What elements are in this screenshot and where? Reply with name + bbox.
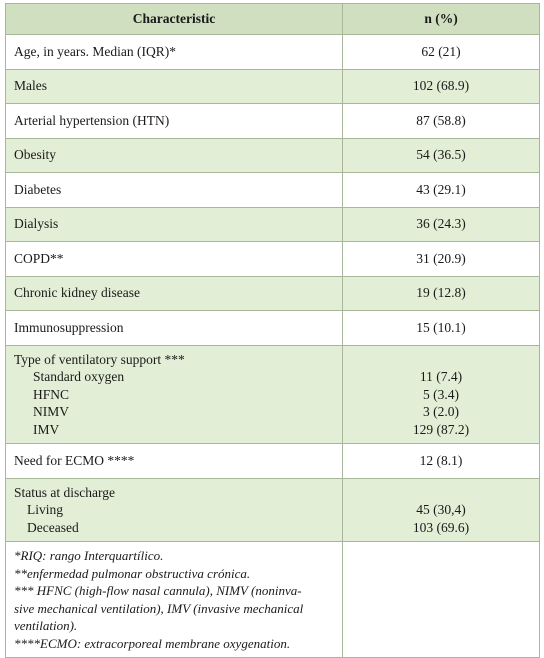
footnote-ecmo: ****ECMO: extracorporeal membrane oxygenation. <box>14 635 291 651</box>
vent-value-hfnc: 5 (3.4) <box>423 386 459 402</box>
vent-value-imv: 129 (87.2) <box>412 421 470 437</box>
header-characteristic: Characteristic <box>6 4 343 35</box>
table-row <box>6 104 540 139</box>
row-label-ecmo: Need for ECMO **** <box>6 444 343 479</box>
discharge-values <box>343 478 540 542</box>
row-label-htn: Arterial hypertension (HTN) <box>6 104 343 139</box>
vent-label-nimv: NIMV <box>33 404 69 419</box>
vent-label-imv: IMV <box>33 421 60 437</box>
footnotes <box>6 542 343 658</box>
row-value-diabetes: 43 (29.1) <box>343 173 540 208</box>
row-label-copd: COPD** <box>6 242 343 277</box>
ventilatory-labels <box>6 345 343 444</box>
discharge-value-living: 45 (30,4) <box>416 502 466 517</box>
row-value-immuno: 15 (10.1) <box>343 311 540 346</box>
discharge-heading: Status at discharge <box>14 484 115 500</box>
table-row <box>6 207 540 242</box>
table-row <box>6 173 540 208</box>
row-label-diabetes: Diabetes <box>6 173 343 208</box>
row-value-obesity: 54 (36.5) <box>343 138 540 173</box>
row-value-age: 62 (21) <box>343 35 540 70</box>
row-label-dialysis: Dialysis <box>6 207 343 242</box>
table-row <box>6 276 540 311</box>
table-row <box>6 138 540 173</box>
row-value-htn: 87 (58.8) <box>343 104 540 139</box>
table-row-ventilatory <box>6 345 540 444</box>
row-value-copd: 31 (20.9) <box>343 242 540 277</box>
table-row <box>6 69 540 104</box>
table-row-discharge <box>6 478 540 542</box>
footnote-ventilation-line2: sive mechanical ventilation), IMV (invasive mechanical <box>14 600 304 616</box>
row-label-males: Males <box>6 69 343 104</box>
row-value-ckd: 19 (12.8) <box>343 276 540 311</box>
row-label-ckd: Chronic kidney disease <box>6 276 343 311</box>
table-header-row <box>6 4 540 35</box>
row-label-age: Age, in years. Median (IQR)* <box>6 35 343 70</box>
footnote-copd: **enfermedad pulmonar obstructiva crónica. <box>14 565 251 581</box>
table-row <box>6 311 540 346</box>
footnotes-empty-cell <box>343 542 540 658</box>
footnote-ventilation-line3: ventilation). <box>14 618 78 633</box>
discharge-label-living: Living <box>27 502 63 517</box>
vent-label-hfnc: HFNC <box>33 386 70 402</box>
vent-value-standard-oxygen: 11 (7.4) <box>419 369 463 384</box>
vent-label-standard-oxygen: Standard oxygen <box>33 369 125 384</box>
row-label-obesity: Obesity <box>6 138 343 173</box>
characteristics-table <box>5 3 540 658</box>
discharge-labels <box>6 478 343 542</box>
row-value-dialysis: 36 (24.3) <box>343 207 540 242</box>
ventilatory-values <box>343 345 540 444</box>
discharge-label-deceased: Deceased <box>27 519 79 535</box>
table-row <box>6 242 540 277</box>
row-value-ecmo: 12 (8.1) <box>343 444 540 479</box>
table-row <box>6 35 540 70</box>
footnote-riq: *RIQ: rango Interquartílico. <box>14 548 164 563</box>
row-label-immuno: Immunosuppression <box>6 311 343 346</box>
ventilatory-heading: Type of ventilatory support *** <box>14 351 185 367</box>
footnote-ventilation-line1: *** HFNC (high-flow nasal cannula), NIMV (noninva- <box>14 583 302 598</box>
table-row-footnotes <box>6 542 540 658</box>
table-row <box>6 444 540 479</box>
discharge-value-deceased: 103 (69.6) <box>412 519 470 535</box>
row-value-males: 102 (68.9) <box>343 69 540 104</box>
header-n-percent: n (%) <box>343 4 540 35</box>
vent-value-nimv: 3 (2.0) <box>423 404 459 419</box>
